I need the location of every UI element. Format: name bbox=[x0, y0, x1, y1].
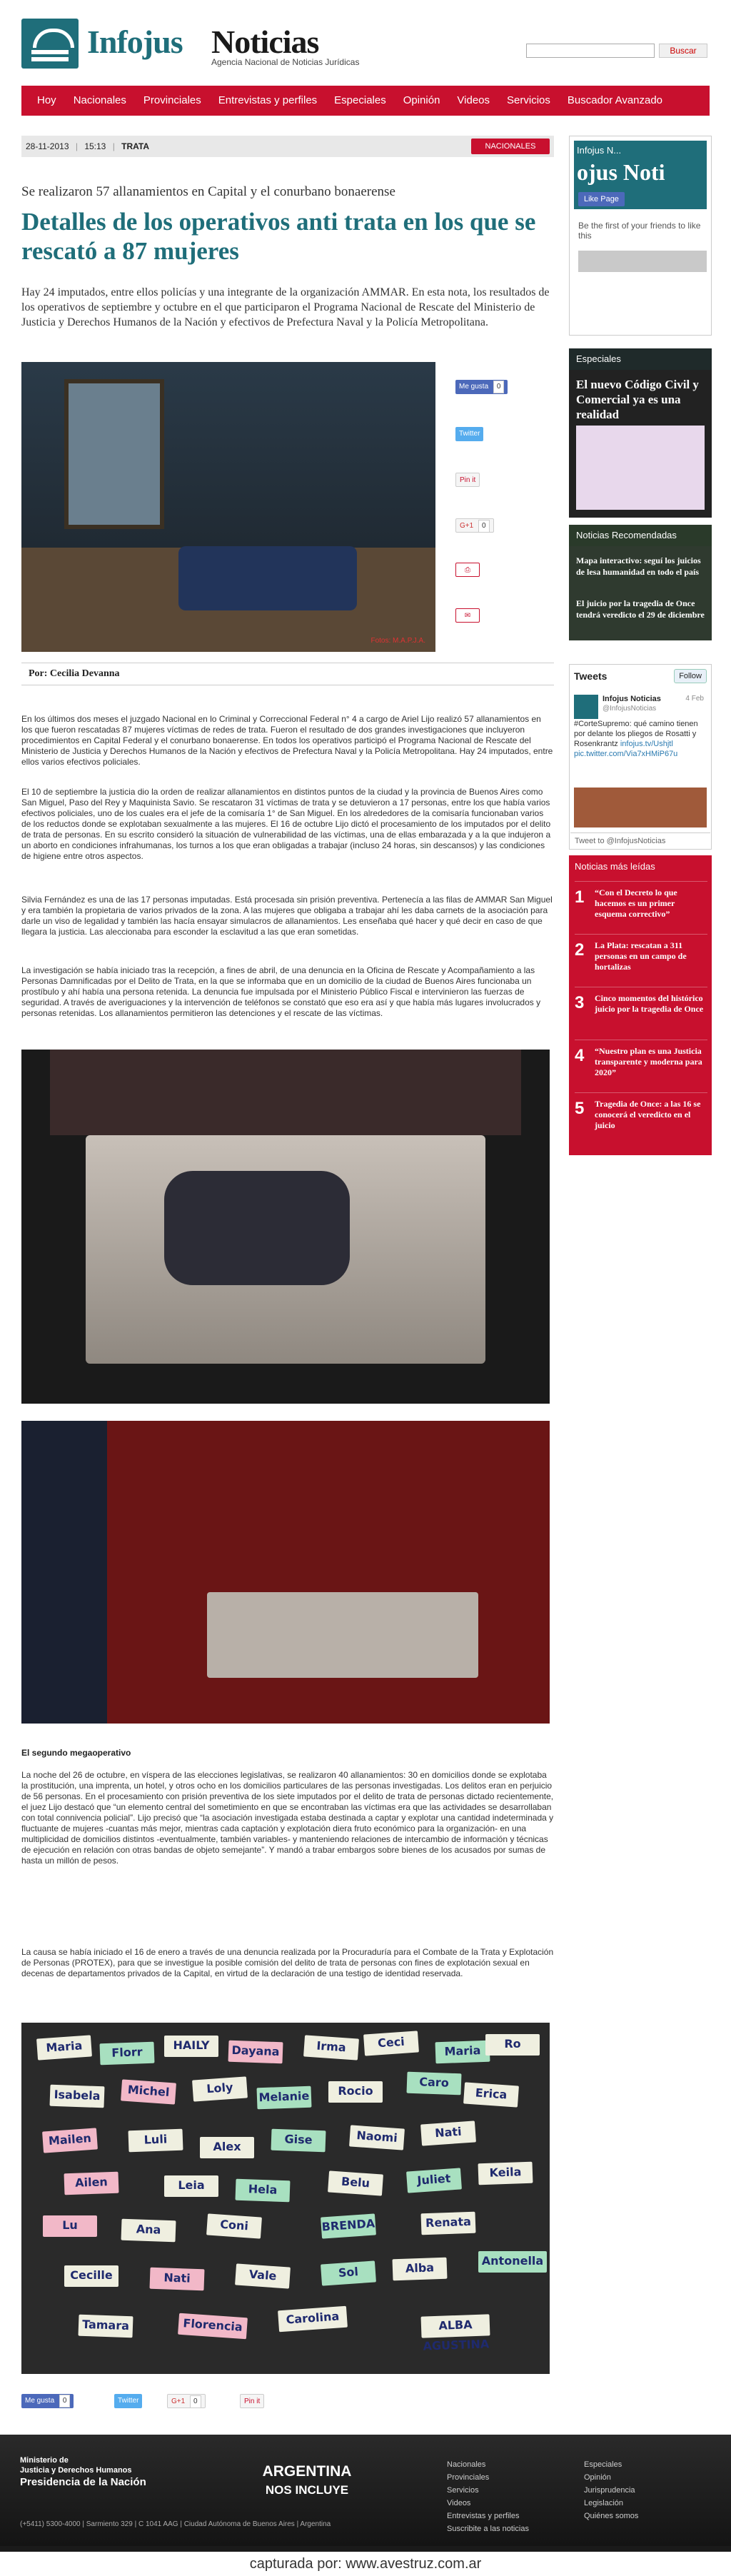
name-note: Melanie bbox=[256, 2086, 311, 2110]
most-read-rank: 5 bbox=[575, 1099, 585, 1118]
most-read-title[interactable]: La Plata: rescatan a 311 personas en un campo de hortalizas bbox=[595, 940, 687, 972]
nav-opinion[interactable]: Opinión bbox=[403, 94, 440, 106]
most-read-title[interactable]: Cinco momentos del histórico juicio por la tragedia de Once bbox=[595, 993, 704, 1014]
nav-entrevistas[interactable]: Entrevistas y perfiles bbox=[218, 94, 318, 106]
name-note: Rocio bbox=[328, 2081, 383, 2103]
tweet-to-input[interactable]: Tweet to @InfojusNoticias bbox=[570, 832, 710, 848]
article-kicker: Se realizaron 57 allanamientos en Capital y el conurbano bonaerense bbox=[21, 184, 395, 199]
google-plus-label: G+1 bbox=[171, 2398, 186, 2405]
especiales-feature-title[interactable]: El nuevo Código Civil y Comercial ya es una realidad bbox=[576, 378, 699, 421]
most-read-widget bbox=[569, 855, 712, 1155]
most-read-rank: 2 bbox=[575, 940, 585, 960]
name-note: Florr bbox=[99, 2042, 154, 2066]
especiales-feature-image[interactable] bbox=[576, 426, 705, 510]
most-read-rank: 1 bbox=[575, 887, 585, 907]
tweet-pic-link[interactable]: pic.twitter.com/Via7xHMiP67u bbox=[574, 750, 678, 758]
name-note: Juliet bbox=[406, 2168, 462, 2193]
brand-tagline: Agencia Nacional de Noticias Jurídicas bbox=[211, 57, 360, 67]
most-read-item[interactable] bbox=[575, 987, 707, 1030]
name-note: Keila bbox=[478, 2162, 533, 2185]
nav-buscador-avanzado[interactable]: Buscador Avanzado bbox=[567, 94, 663, 106]
article-photo-name-notes bbox=[21, 2023, 550, 2374]
twitter-timeline-widget bbox=[569, 664, 712, 850]
name-note: ALBA AGUSTINA bbox=[421, 2314, 490, 2338]
brand-name-noticias[interactable]: Noticias bbox=[211, 24, 319, 60]
infojus-logo[interactable] bbox=[21, 19, 79, 69]
name-note: Nati bbox=[420, 2120, 476, 2145]
search-button[interactable]: Buscar bbox=[659, 44, 707, 58]
article-paragraph: La investigación se había iniciado tras la recepción, a fines de abril, de una denuncia en la Oficina de Rescate y Acompañamiento a las Personas Damnificadas por el Delito de Trata, en la que se informaba que en un domicilio de la ciudad de Buenos Aires funcionaba un prostíbulo y ahí había una persona retenida. La denuncia fue impulsada por el Ministerio Público Fiscal e intervinieron las fuerzas de seguridad. A través de averiguaciones y la intervención de teléfonos se constató que eso era así y que había más lugares involucrados y personas retenidas. Los allanamientos permitieron las detenciones y el rescate de las víctimas. bbox=[21, 965, 541, 1018]
name-note: Renata bbox=[420, 2212, 475, 2235]
twitter-share-label: Twitter bbox=[118, 2397, 139, 2405]
footer-link[interactable]: Especiales bbox=[584, 2460, 622, 2469]
tweet-author-handle[interactable]: @InfojusNoticias bbox=[603, 705, 657, 713]
name-note: HAILY bbox=[164, 2036, 218, 2057]
ministry-name[interactable]: Ministerio de bbox=[20, 2456, 69, 2465]
nav-videos[interactable]: Videos bbox=[457, 94, 490, 106]
name-note: Dayana bbox=[228, 2041, 283, 2064]
name-note: Alex bbox=[200, 2137, 254, 2158]
tweet-link[interactable]: infojus.tv/Ushjtl bbox=[620, 740, 673, 748]
site-header bbox=[0, 0, 731, 84]
name-note: Isabela bbox=[49, 2085, 104, 2108]
facebook-friends-text: Be the first of your friends to like this bbox=[578, 221, 701, 241]
most-read-item[interactable] bbox=[575, 1040, 707, 1082]
name-note: Irma bbox=[303, 2035, 359, 2060]
facebook-like-label: Me gusta bbox=[25, 2397, 55, 2405]
name-note: Michel bbox=[121, 2079, 176, 2104]
facebook-page-banner[interactable] bbox=[574, 141, 707, 209]
name-note: Maria bbox=[36, 2035, 92, 2060]
most-read-title[interactable]: Tragedia de Once: a las 16 se conocerá el veredicto en el juicio bbox=[595, 1099, 701, 1130]
footer-link[interactable]: Videos bbox=[447, 2499, 471, 2507]
footer-link[interactable]: Servicios bbox=[447, 2486, 479, 2495]
capture-caption: capturada por: www.avestruz.com.ar bbox=[0, 2552, 731, 2576]
most-read-rank: 4 bbox=[575, 1046, 585, 1065]
name-note: Coni bbox=[206, 2213, 262, 2238]
most-read-title[interactable]: “Nuestro plan es una Justicia transparente y moderna para 2020” bbox=[595, 1046, 702, 1077]
google-plus-button[interactable] bbox=[167, 2394, 206, 2408]
most-read-rank: 3 bbox=[575, 993, 585, 1012]
name-note: Belu bbox=[328, 2170, 383, 2195]
name-note: Ro bbox=[485, 2034, 540, 2056]
photo-cloth bbox=[164, 1171, 350, 1285]
footer-link[interactable]: Entrevistas y perfiles bbox=[447, 2512, 520, 2520]
section-badge[interactable]: NACIONALES bbox=[471, 139, 550, 154]
facebook-like-count: 0 bbox=[493, 381, 505, 393]
especiales-widget bbox=[569, 348, 712, 518]
facebook-page-widget bbox=[569, 136, 712, 336]
twitter-follow-button[interactable]: Follow bbox=[674, 669, 707, 683]
most-read-item[interactable] bbox=[575, 1092, 707, 1135]
most-read-item[interactable] bbox=[575, 881, 707, 924]
pinterest-button[interactable] bbox=[455, 473, 480, 487]
name-note: Tamara bbox=[78, 2315, 133, 2338]
nav-hoy[interactable]: Hoy bbox=[37, 94, 56, 106]
name-note: Alba bbox=[392, 2258, 447, 2281]
name-note: Nati bbox=[149, 2268, 204, 2291]
recommended-item[interactable]: El juicio por la tragedia de Once tendrá veredicto el 29 de diciembre bbox=[576, 598, 705, 620]
tweet-date[interactable]: 4 Feb bbox=[685, 695, 704, 703]
article-paragraph: El 10 de septiembre la justicia dio la orden de realizar allanamientos en distintos puntos de la ciudad y la provincia de Buenos Aires como San Miguel, Paso del Rey y Maquinista Savio. Se rescataron 31 víctimas de trata y se detuvieron a 17 personas, entre los que había varios efectivos policiales, uno de los cuales era el jefe de la comisaría 1° de San Miguel. En los alrededores de la comisaría funcionaban varios de los reductos donde se explotaban sexualmente a las mujeres. El 16 de octubre Lijo dictó el procesamiento de los imputados por el delito de trata de personas. En su escrito consideró la situación de vulnerabilidad de las víctimas, una de ellas embarazada y a la que indujeron a un aborto en condiciones infrahumanas, los turnos a los que eran obligadas a trabajar (incluso 24 horas, sin descansos) y las condiciones de higiene entre otros aspectos. bbox=[21, 787, 551, 861]
article-time: 15:13 bbox=[84, 141, 106, 151]
article-subheading: El segundo megaoperativo bbox=[21, 1748, 131, 1758]
article-photo-mattress bbox=[21, 1050, 550, 1404]
footer-link[interactable]: Jurisprudencia bbox=[584, 2486, 635, 2495]
nav-servicios[interactable]: Servicios bbox=[507, 94, 550, 106]
bottom-share-bar bbox=[21, 2394, 554, 2411]
name-note: Mailen bbox=[42, 2128, 98, 2153]
twitter-share-label: Twitter bbox=[459, 430, 480, 438]
argentina-logo-sub: NOS INCLUYE bbox=[265, 2483, 349, 2497]
tweet-body: #CorteSupremo: qué camino tienen por delante los pliegos de Rosatti y Rosenkrantz bbox=[574, 720, 698, 748]
article-paragraph: En los últimos dos meses el juzgado Nacional en lo Criminal y Correccional Federal n° 4 a cargo de Ariel Lijo realizó 57 allanamientos en los que fueron rescatadas 87 mujeres víctimas de redes de trata. Fueron el resultado de dos grandes investigaciones que incluyeron procedimientos en Capital Federal y el conurbano bonaerense. En todos los operativos participó el Programa Nacional de Rescate del Ministerio de Justicia y Derechos Humanos de la Nación y efectivos de Prefectura Naval y la Policía Metropolitana. Hay 24 imputados, entre ellos varios efectivos policiales. bbox=[21, 714, 553, 767]
footer-link[interactable]: Legislación bbox=[584, 2499, 624, 2507]
name-note: Hela bbox=[235, 2179, 290, 2203]
name-note: Leia bbox=[164, 2175, 218, 2197]
pinterest-label: Pin it bbox=[460, 476, 476, 484]
footer-link[interactable]: Quiénes somos bbox=[584, 2512, 639, 2520]
search-input[interactable] bbox=[526, 44, 655, 58]
photo-red-wall bbox=[107, 1421, 550, 1724]
name-note: Carolina bbox=[278, 2306, 348, 2333]
footer-link[interactable]: Nacionales bbox=[447, 2460, 486, 2469]
tweet-image[interactable] bbox=[574, 788, 707, 827]
name-note: Caro bbox=[406, 2072, 461, 2095]
photo-dark-corridor bbox=[21, 1421, 107, 1724]
article-lead: Hay 24 imputados, entre ellos policías y una integrante de la organización AMMAR. En esta nota, los resultados de los operativos de septiembre y octubre en el que participaron el Programa Nacional de Rescate del Ministerio de Justicia y Derechos Humanos de la Nación y efectivos de Prefectura Naval y la Policía Metropolitana. bbox=[21, 286, 550, 328]
name-note: Luli bbox=[128, 2129, 183, 2153]
tweet-text bbox=[574, 719, 707, 759]
twitter-share-button[interactable] bbox=[455, 427, 483, 441]
separator: | bbox=[112, 141, 115, 151]
facebook-like-label: Me gusta bbox=[459, 383, 489, 391]
article-date: 28-11-2013 bbox=[26, 141, 69, 151]
article-main-photo bbox=[21, 362, 435, 652]
presidency-name[interactable]: Presidencia de la Nación bbox=[20, 2476, 146, 2488]
google-plus-button[interactable] bbox=[455, 518, 494, 533]
facebook-like-page-button[interactable]: Like Page bbox=[578, 192, 625, 206]
most-read-heading: Noticias más leídas bbox=[575, 861, 655, 872]
facebook-page-logo: ojus Noti bbox=[577, 159, 665, 185]
recommended-news-widget bbox=[569, 525, 712, 640]
article-title: Detalles de los operativos anti trata en los que se rescató a 87 mujeres bbox=[21, 208, 536, 265]
tweet-avatar[interactable] bbox=[574, 695, 598, 719]
tweets-heading: Tweets bbox=[574, 670, 608, 682]
article-photo-room bbox=[21, 1421, 550, 1724]
nav-provinciales[interactable]: Provinciales bbox=[143, 94, 201, 106]
facebook-friend-avatars bbox=[578, 251, 707, 272]
name-note: Ceci bbox=[363, 2031, 419, 2056]
most-read-title[interactable]: “Con el Decreto lo que hacemos es un primer esquema correctivo” bbox=[595, 887, 677, 919]
nav-nacionales[interactable]: Nacionales bbox=[73, 94, 126, 106]
name-note: Cecille bbox=[64, 2265, 119, 2287]
nav-especiales[interactable]: Especiales bbox=[334, 94, 386, 106]
name-note: BRENDA bbox=[321, 2213, 376, 2238]
article-paragraph: La causa se había iniciado el 16 de enero a través de una denuncia realizada por la Procuraduría para el Combate de la Trata y Explotación de Personas (PROTEX), para que se investigue la posible comisión del delito de trata de personas con fines de explotación sexual en decenas de departamentos privados de la Capital, en virtud de la declaración de una testigo de identidad reservada. bbox=[21, 1947, 554, 1978]
article-author: Por: Cecilia Devanna bbox=[21, 663, 554, 685]
article-category[interactable]: TRATA bbox=[121, 141, 150, 151]
footer-link[interactable]: Suscribite a las noticias bbox=[447, 2525, 529, 2533]
main-nav bbox=[21, 86, 710, 116]
pinterest-label: Pin it bbox=[244, 2398, 261, 2405]
name-note: Ana bbox=[121, 2219, 176, 2243]
google-plus-count: 0 bbox=[190, 2395, 201, 2408]
photo-bed bbox=[178, 546, 357, 610]
footer-link[interactable]: Provinciales bbox=[447, 2473, 490, 2482]
name-note: Sol bbox=[321, 2260, 376, 2285]
footer-link[interactable]: Opinión bbox=[584, 2473, 611, 2482]
brand-name-infojus[interactable]: Infojus bbox=[87, 24, 183, 60]
photo-credit: Fotos: M.A.P.J.A. bbox=[370, 637, 425, 645]
article-meta-bar bbox=[21, 136, 554, 157]
print-icon[interactable]: ⎙ bbox=[455, 563, 480, 577]
name-note: Loly bbox=[192, 2076, 248, 2101]
email-icon[interactable]: ✉ bbox=[455, 608, 480, 623]
facebook-like-button[interactable] bbox=[455, 380, 508, 394]
footer-band bbox=[0, 2435, 731, 2546]
tweet-author-name[interactable]: Infojus Noticias bbox=[603, 695, 661, 703]
name-note: Vale bbox=[235, 2263, 291, 2288]
google-plus-label: G+1 bbox=[460, 522, 474, 530]
google-plus-count: 0 bbox=[478, 520, 490, 533]
footer-address: (+5411) 5300-4000 | Sarmiento 329 | C 1041 AAG | Ciudad Autónoma de Buenos Aires | Argentina bbox=[20, 2520, 331, 2528]
article-paragraph: Silvia Fernández es una de las 17 personas imputadas. Está procesada sin prisión preventiva. Pertenecía a las filas de AMMAR San Miguel y era también la propietaria de varios privados de la zona. A las mujeres que obligaba a trabajar ahí les daba carnets de la asociación para darle un viso de legalidad y también las hacía ensayar simulacros de allanamientos. Les enseñaba qué hacer y qué decir en caso de que llegara la justicia. Las aleccionaba para esconder la esclavitud a las que eran sometidas. bbox=[21, 895, 553, 937]
facebook-like-count: 0 bbox=[59, 2395, 71, 2408]
name-note: Erica bbox=[463, 2082, 519, 2107]
article-paragraph: La noche del 26 de octubre, en víspera de las elecciones legislativas, se realizaron 40 allanamientos: 30 en domicilios donde se explotaba la prostitución, una imprenta, un hotel, y otros ocho en los domicilios particulares de las personas investigadas. Los delitos eran en perjuicio de 56 personas. En el procesamiento con prisión preventiva de los siete imputados por el delito de trata de personas dictado recientemente, el juez Lijo destacó que “un elemento central del sometimiento en que se encontraban las víctimas era que las actividades se desarrollaban con total connivencia policial”. Lijo precisó que “la asociación investigada estaba destinada a captar y explotar una cantidad indeterminada y fluctuante de mujeres -cuantas más mejor, mientras cada captación y explotación diera fruto económico para la organización- en una multiplicidad de domicilios distintos -eventualmente, también variables- y manteniendo relaciones de intercambio de información y técnicas de ejecución en relación con otras bandas de objeto semejante”. Y mandó a trabar embargos sobre bienes de los acusados por sumas de hasta un millón de pesos. bbox=[21, 1770, 554, 1866]
especiales-heading: Especiales bbox=[569, 348, 712, 370]
facebook-like-button[interactable] bbox=[21, 2394, 74, 2408]
photo-bed-frame bbox=[50, 1050, 521, 1135]
facebook-page-name[interactable]: Infojus N... bbox=[577, 145, 622, 156]
ministry-name[interactable]: Justicia y Derechos Humanos bbox=[20, 2466, 132, 2475]
separator: | bbox=[75, 141, 78, 151]
photo-window bbox=[64, 379, 164, 529]
argentina-logo: ARGENTINA bbox=[262, 2463, 352, 2480]
name-note: Maria bbox=[435, 2041, 490, 2064]
name-note: Ailen bbox=[64, 2172, 119, 2195]
photo-mattress bbox=[207, 1592, 478, 1678]
name-note: Lu bbox=[43, 2215, 97, 2237]
recommended-item[interactable]: Mapa interactivo: seguí los juicios de lesa humanidad en todo el país bbox=[576, 555, 701, 577]
name-note: Gise bbox=[271, 2129, 326, 2153]
twitter-share-button[interactable] bbox=[114, 2394, 142, 2408]
name-note: Florencia bbox=[178, 2313, 248, 2340]
pinterest-button[interactable] bbox=[240, 2394, 264, 2408]
name-note: Antonella bbox=[478, 2251, 547, 2273]
most-read-item[interactable] bbox=[575, 934, 707, 977]
recommended-heading: Noticias Recomendadas bbox=[569, 525, 712, 546]
name-note: Naomi bbox=[349, 2125, 405, 2150]
